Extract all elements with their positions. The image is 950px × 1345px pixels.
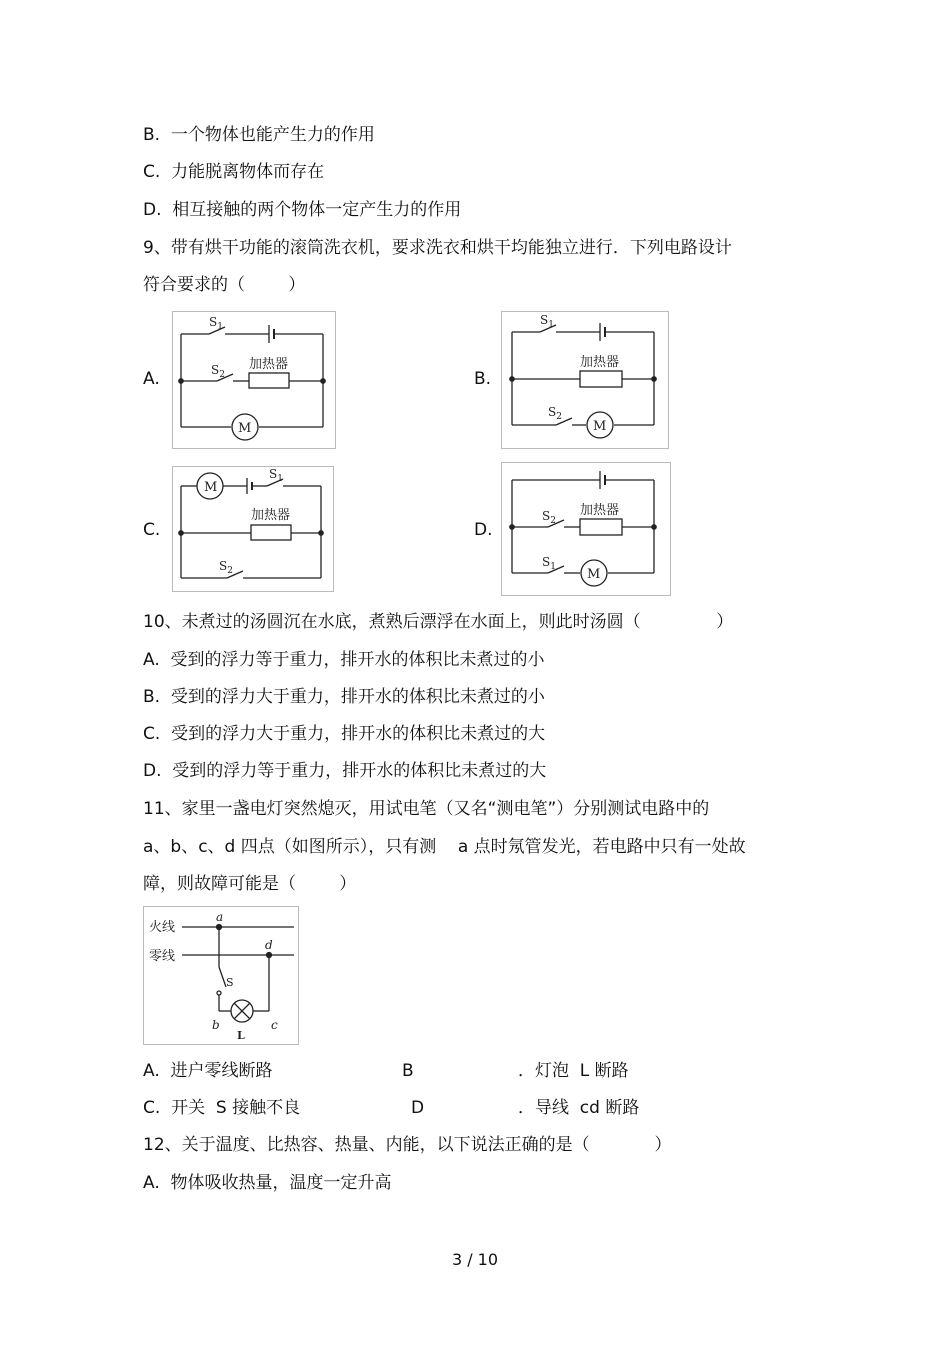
circuit-diagram-b (501, 311, 669, 449)
point-b-label: b (212, 1018, 220, 1032)
motor-label: M (238, 421, 252, 436)
s-label: S (542, 555, 551, 569)
q9-label-d: D. (474, 520, 493, 540)
q10-option-b: B. 受到的浮力大于重力，排开水的体积比未煮过的小 (143, 687, 545, 707)
q8-option-b: B. 一个物体也能产生力的作用 (143, 125, 375, 145)
motor-label: M (204, 480, 218, 495)
page-number: 3 / 10 (451, 1250, 499, 1269)
svg-text:S1: $S_1$ (269, 467, 283, 484)
svg-text:S2: $S_2$ (548, 405, 562, 422)
q9-stem-line2: 符合要求的（ ） (143, 275, 306, 295)
neutral-wire-label: 零线 (149, 949, 176, 964)
s-label: S (211, 363, 220, 377)
q10-stem: 10、未煮过的汤圆沉在水底，煮熟后漂浮在水面上，则此时汤圆（ ） (143, 612, 734, 632)
circuit-diagram-c (172, 466, 334, 592)
s-label: S (540, 313, 549, 327)
motor-label: M (593, 419, 607, 434)
heater-label: 加热器 (251, 508, 291, 523)
q10-option-a: A. 受到的浮力等于重力，排开水的体积比未煮过的小 (143, 650, 545, 670)
q10-option-c: C. 受到的浮力大于重力，排开水的体积比未煮过的大 (143, 724, 546, 744)
s-label: S (548, 405, 557, 419)
q11-option-d-text: ．导线 cd 断路 (518, 1098, 640, 1118)
q9-label-a: A. (143, 369, 160, 389)
q9-stem-line1: 9、带有烘干功能的滚筒洗衣机，要求洗衣和烘干均能独立进行．下列电路设计 (143, 238, 732, 258)
q12-option-a: A. 物体吸收热量，温度一定升高 (143, 1173, 392, 1193)
q8-option-d: D. 相互接触的两个物体一定产生力的作用 (143, 200, 462, 220)
q12-stem: 12、关于温度、比热容、热量、内能，以下说法正确的是（ ） (143, 1135, 672, 1155)
circuit-diagram-d (501, 462, 671, 596)
q11-option-b-letter: B (402, 1061, 414, 1081)
q8-option-c: C. 力能脱离物体而存在 (143, 162, 325, 182)
live-wire-label: 火线 (149, 920, 176, 935)
q11-option-a: A. 进户零线断路 (143, 1061, 273, 1081)
heater-label: 加热器 (580, 503, 620, 518)
q9-label-b: B. (474, 369, 492, 389)
s-label: S (219, 559, 228, 573)
svg-text:S1: $S_1$ (542, 555, 556, 572)
point-d-label: d (265, 938, 273, 952)
svg-text:S2: $S_2$ (542, 509, 556, 526)
q9-label-c: C. (143, 520, 161, 540)
point-c-label: c (271, 1018, 278, 1032)
point-a-label: a (216, 910, 224, 924)
motor-label: M (587, 567, 601, 582)
q11-option-b-text: ．灯泡 L 断路 (518, 1061, 629, 1081)
svg-text:S2: $S_2$ (219, 559, 233, 576)
circuit-diagram-a (172, 311, 336, 449)
s-label: S (209, 315, 218, 329)
q11-stem-line1: 11、家里一盏电灯突然熄灭，用试电笔（又名“测电笔”）分别测试电路中的 (143, 799, 710, 819)
heater-label: 加热器 (580, 355, 620, 370)
q11-stem-line3: 障，则故障可能是（ ） (143, 874, 357, 894)
lamp-label: L (237, 1029, 245, 1042)
svg-text:S1: $S_1$ (209, 315, 223, 332)
wiring-diagram (143, 906, 299, 1045)
svg-text:S2: $S_2$ (211, 363, 225, 380)
s-label: S (269, 467, 278, 481)
heater-label: 加热器 (249, 357, 289, 372)
svg-text:S1: $S_1$ (540, 313, 554, 330)
s-label: S (542, 509, 551, 523)
q11-option-d-letter: D (411, 1098, 425, 1118)
q11-option-c: C. 开关 S 接触不良 (143, 1098, 301, 1118)
q10-option-d: D. 受到的浮力等于重力，排开水的体积比未煮过的大 (143, 761, 547, 781)
switch-label: S (226, 976, 234, 989)
q11-stem-line2: a、b、c、d 四点（如图所示），只有测 a 点时氖管发光，若电路中只有一处故 (143, 837, 746, 857)
